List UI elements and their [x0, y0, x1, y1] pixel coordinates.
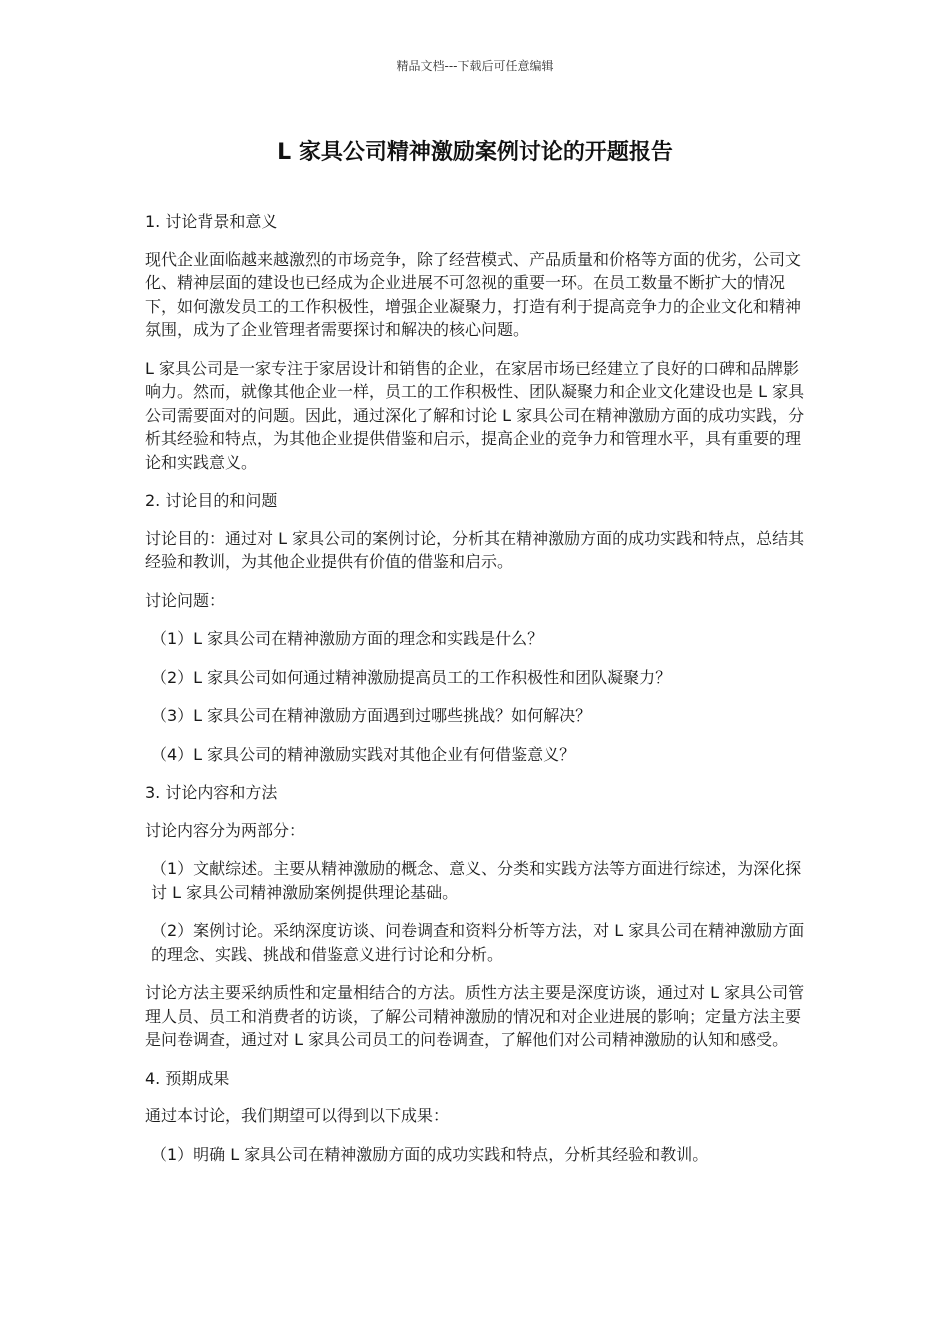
- paragraph-method: 讨论方法主要采纳质性和定量相结合的方法。质性方法主要是深度访谈，通过对 L 家具公司管理人员、员工和消费者的访谈，了解公司精神激励的情况和对企业进展的影响；定量方法主要是问卷调查，通过对 L 家具公司员工的问卷调查，了解他们对公司精神激励的认知和感受。: [145, 983, 805, 1049]
- question-item-1: （1）L 家具公司在精神激励方面的理念和实践是什么？: [151, 629, 544, 648]
- paragraph-background: 现代企业面临越来越激烈的市场竞争，除了经营模式、产品质量和价格等方面的优劣，公司文化、精神层面的建设也已经成为企业进展不可忽视的重要一环。在员工数量不断扩大的情况下，如何激发员工的工作积极性，增强企业凝聚力，打造有利于提高竞争力的企业文化和精神氛围，成为了企业管理者需要探讨和解决的核心问题。: [145, 249, 802, 339]
- content-part-1: （1）文献综述。主要从精神激励的概念、意义、分类和实践方法等方面进行综述，为深化探讨 L 家具公司精神激励案例提供理论基础。: [151, 859, 802, 902]
- questions-label: 讨论问题：: [145, 590, 226, 610]
- paragraph-company-intro: L 家具公司是一家专注于家居设计和销售的企业，在家居市场已经建立了良好的口碑和品牌影响力。然而，就像其他企业一样，员工的工作积极性、团队凝聚力和企业文化建设也是 L 家具公司需要面对的问题。因此，通过深化了解和讨论 L 家具公司在精神激励方面的成功实践，分析其经验和特点，为其他企业提供借鉴和启示，提高企业的竞争力和管理水平，具有重要的理论和实践意义。: [145, 358, 805, 472]
- results-intro: 通过本讨论，我们期望可以得到以下成果：: [145, 1106, 450, 1125]
- document-body: [145, 210, 807, 1181]
- question-item-3: （3）L 家具公司在精神激励方面遇到过哪些挑战？如何解决？: [151, 706, 592, 725]
- document-title: L 家具公司精神激励案例讨论的开题报告: [277, 140, 673, 165]
- content-part-2: （2）案例讨论。采纳深度访谈、问卷调查和资料分析等方法，对 L 家具公司在精神激励方面的理念、实践、挑战和借鉴意义进行讨论和分析。: [151, 921, 805, 964]
- section-4-heading: 4. 预期成果: [145, 1068, 230, 1088]
- question-item-2: （2）L 家具公司如何通过精神激励提高员工的工作积极性和团队凝聚力？: [151, 667, 672, 687]
- paragraph-purpose: 讨论目的：通过对 L 家具公司的案例讨论，分析其在精神激励方面的成功实践和特点，总结其经验和教训，为其他企业提供有价值的借鉴和启示。: [145, 528, 805, 571]
- result-item-1: （1）明确 L 家具公司在精神激励方面的成功实践和特点，分析其经验和教训。: [151, 1144, 709, 1164]
- section-1-heading: 1. 讨论背景和意义: [145, 212, 278, 231]
- question-item-4: （4）L 家具公司的精神激励实践对其他企业有何借鉴意义？: [151, 744, 576, 764]
- section-2-heading: 2. 讨论目的和问题: [145, 491, 278, 510]
- page-header: 精品文档---下载后可任意编辑: [396, 59, 554, 73]
- content-intro: 讨论内容分为两部分：: [145, 820, 306, 840]
- section-3-heading: 3. 讨论内容和方法: [145, 783, 278, 802]
